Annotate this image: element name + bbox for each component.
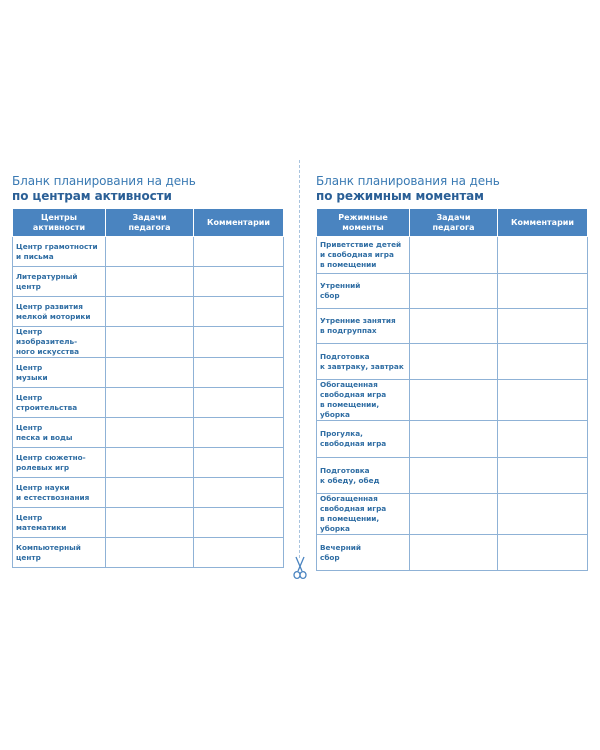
comments-cell[interactable] [194, 327, 284, 358]
comments-cell[interactable] [194, 448, 284, 478]
comments-cell[interactable] [194, 297, 284, 327]
comments-cell[interactable] [194, 358, 284, 388]
comments-cell[interactable] [194, 237, 284, 267]
table-row [13, 418, 284, 448]
table-row [317, 344, 588, 380]
row-label: Центр музыки [13, 358, 106, 388]
scissors-icon [292, 556, 308, 580]
row-label: Подготовка к завтраку, завтрак [317, 344, 410, 380]
row-label: Обогащенная свободная игра в помещении, уборка [317, 494, 410, 535]
tasks-cell[interactable] [410, 458, 498, 494]
row-label: Центр грамотности и письма [13, 237, 106, 267]
table-row [13, 358, 284, 388]
comments-cell[interactable] [498, 535, 588, 571]
tasks-cell[interactable] [410, 380, 498, 421]
tasks-cell[interactable] [106, 508, 194, 538]
row-label: Центр науки и естествознания [13, 478, 106, 508]
table-row [13, 267, 284, 297]
row-label: Вечерний сбор [317, 535, 410, 571]
form-title-line2: по режимным моментам [316, 189, 484, 203]
row-label: Центр песка и воды [13, 418, 106, 448]
comments-cell[interactable] [498, 458, 588, 494]
comments-cell[interactable] [498, 309, 588, 344]
tasks-cell[interactable] [106, 448, 194, 478]
cut-line [299, 160, 300, 558]
tasks-cell[interactable] [106, 237, 194, 267]
table-row [317, 237, 588, 274]
row-label: Центр сюжетно- ролевых игр [13, 448, 106, 478]
tasks-cell[interactable] [106, 388, 194, 418]
form-title-line1: Бланк планирования на день [316, 174, 500, 188]
planning-table [316, 208, 588, 571]
row-label: Утренний сбор [317, 274, 410, 309]
row-label: Прогулка, свободная игра [317, 421, 410, 458]
tasks-cell[interactable] [410, 274, 498, 309]
column-header-comments: Комментарии [194, 209, 284, 237]
table-row [13, 297, 284, 327]
tasks-cell[interactable] [410, 535, 498, 571]
tasks-cell[interactable] [106, 297, 194, 327]
row-label: Центр строительства [13, 388, 106, 418]
tasks-cell[interactable] [410, 344, 498, 380]
row-label: Подготовка к обеду, обед [317, 458, 410, 494]
comments-cell[interactable] [498, 344, 588, 380]
comments-cell[interactable] [194, 267, 284, 297]
table-row [317, 380, 588, 421]
table-row [13, 237, 284, 267]
column-header-tasks: Задачи педагога [410, 209, 498, 237]
comments-cell[interactable] [498, 274, 588, 309]
table-row [13, 478, 284, 508]
comments-cell[interactable] [498, 421, 588, 458]
table-row [13, 327, 284, 358]
table-row [317, 535, 588, 571]
form-title-line2: по центрам активности [12, 189, 172, 203]
table-row [317, 458, 588, 494]
row-label: Обогащенная свободная игра в помещении, уборка [317, 380, 410, 421]
row-label: Компьютерный центр [13, 538, 106, 568]
planning-table [12, 208, 284, 568]
row-label: Центр математики [13, 508, 106, 538]
form-routine-moments [316, 174, 587, 571]
table-row [317, 494, 588, 535]
table-row [317, 309, 588, 344]
tasks-cell[interactable] [106, 538, 194, 568]
comments-cell[interactable] [194, 388, 284, 418]
row-label: Литературный центр [13, 267, 106, 297]
form-activity-centers [12, 174, 283, 568]
comments-cell[interactable] [194, 418, 284, 448]
comments-cell[interactable] [498, 494, 588, 535]
tasks-cell[interactable] [410, 421, 498, 458]
table-row [13, 388, 284, 418]
comments-cell[interactable] [498, 380, 588, 421]
tasks-cell[interactable] [106, 327, 194, 358]
tasks-cell[interactable] [106, 418, 194, 448]
tasks-cell[interactable] [106, 358, 194, 388]
table-row [13, 538, 284, 568]
row-label: Центр развития мелкой моторики [13, 297, 106, 327]
column-header-comments: Комментарии [498, 209, 588, 237]
form-title [12, 174, 283, 204]
comments-cell[interactable] [194, 538, 284, 568]
column-header-moments: Режимные моменты [317, 209, 410, 237]
tasks-cell[interactable] [410, 309, 498, 344]
comments-cell[interactable] [194, 478, 284, 508]
comments-cell[interactable] [498, 237, 588, 274]
form-title [316, 174, 587, 204]
tasks-cell[interactable] [106, 267, 194, 297]
row-label: Утренние занятия в подгруппах [317, 309, 410, 344]
tasks-cell[interactable] [410, 237, 498, 274]
table-row [13, 508, 284, 538]
tasks-cell[interactable] [106, 478, 194, 508]
form-title-line1: Бланк планирования на день [12, 174, 196, 188]
row-label: Приветствие детей и свободная игра в помещении [317, 237, 410, 274]
tasks-cell[interactable] [410, 494, 498, 535]
table-row [317, 421, 588, 458]
column-header-centers: Центры активности [13, 209, 106, 237]
table-row [13, 448, 284, 478]
column-header-tasks: Задачи педагога [106, 209, 194, 237]
row-label: Центр изобразитель- ного искусства [13, 327, 106, 358]
table-row [317, 274, 588, 309]
comments-cell[interactable] [194, 508, 284, 538]
